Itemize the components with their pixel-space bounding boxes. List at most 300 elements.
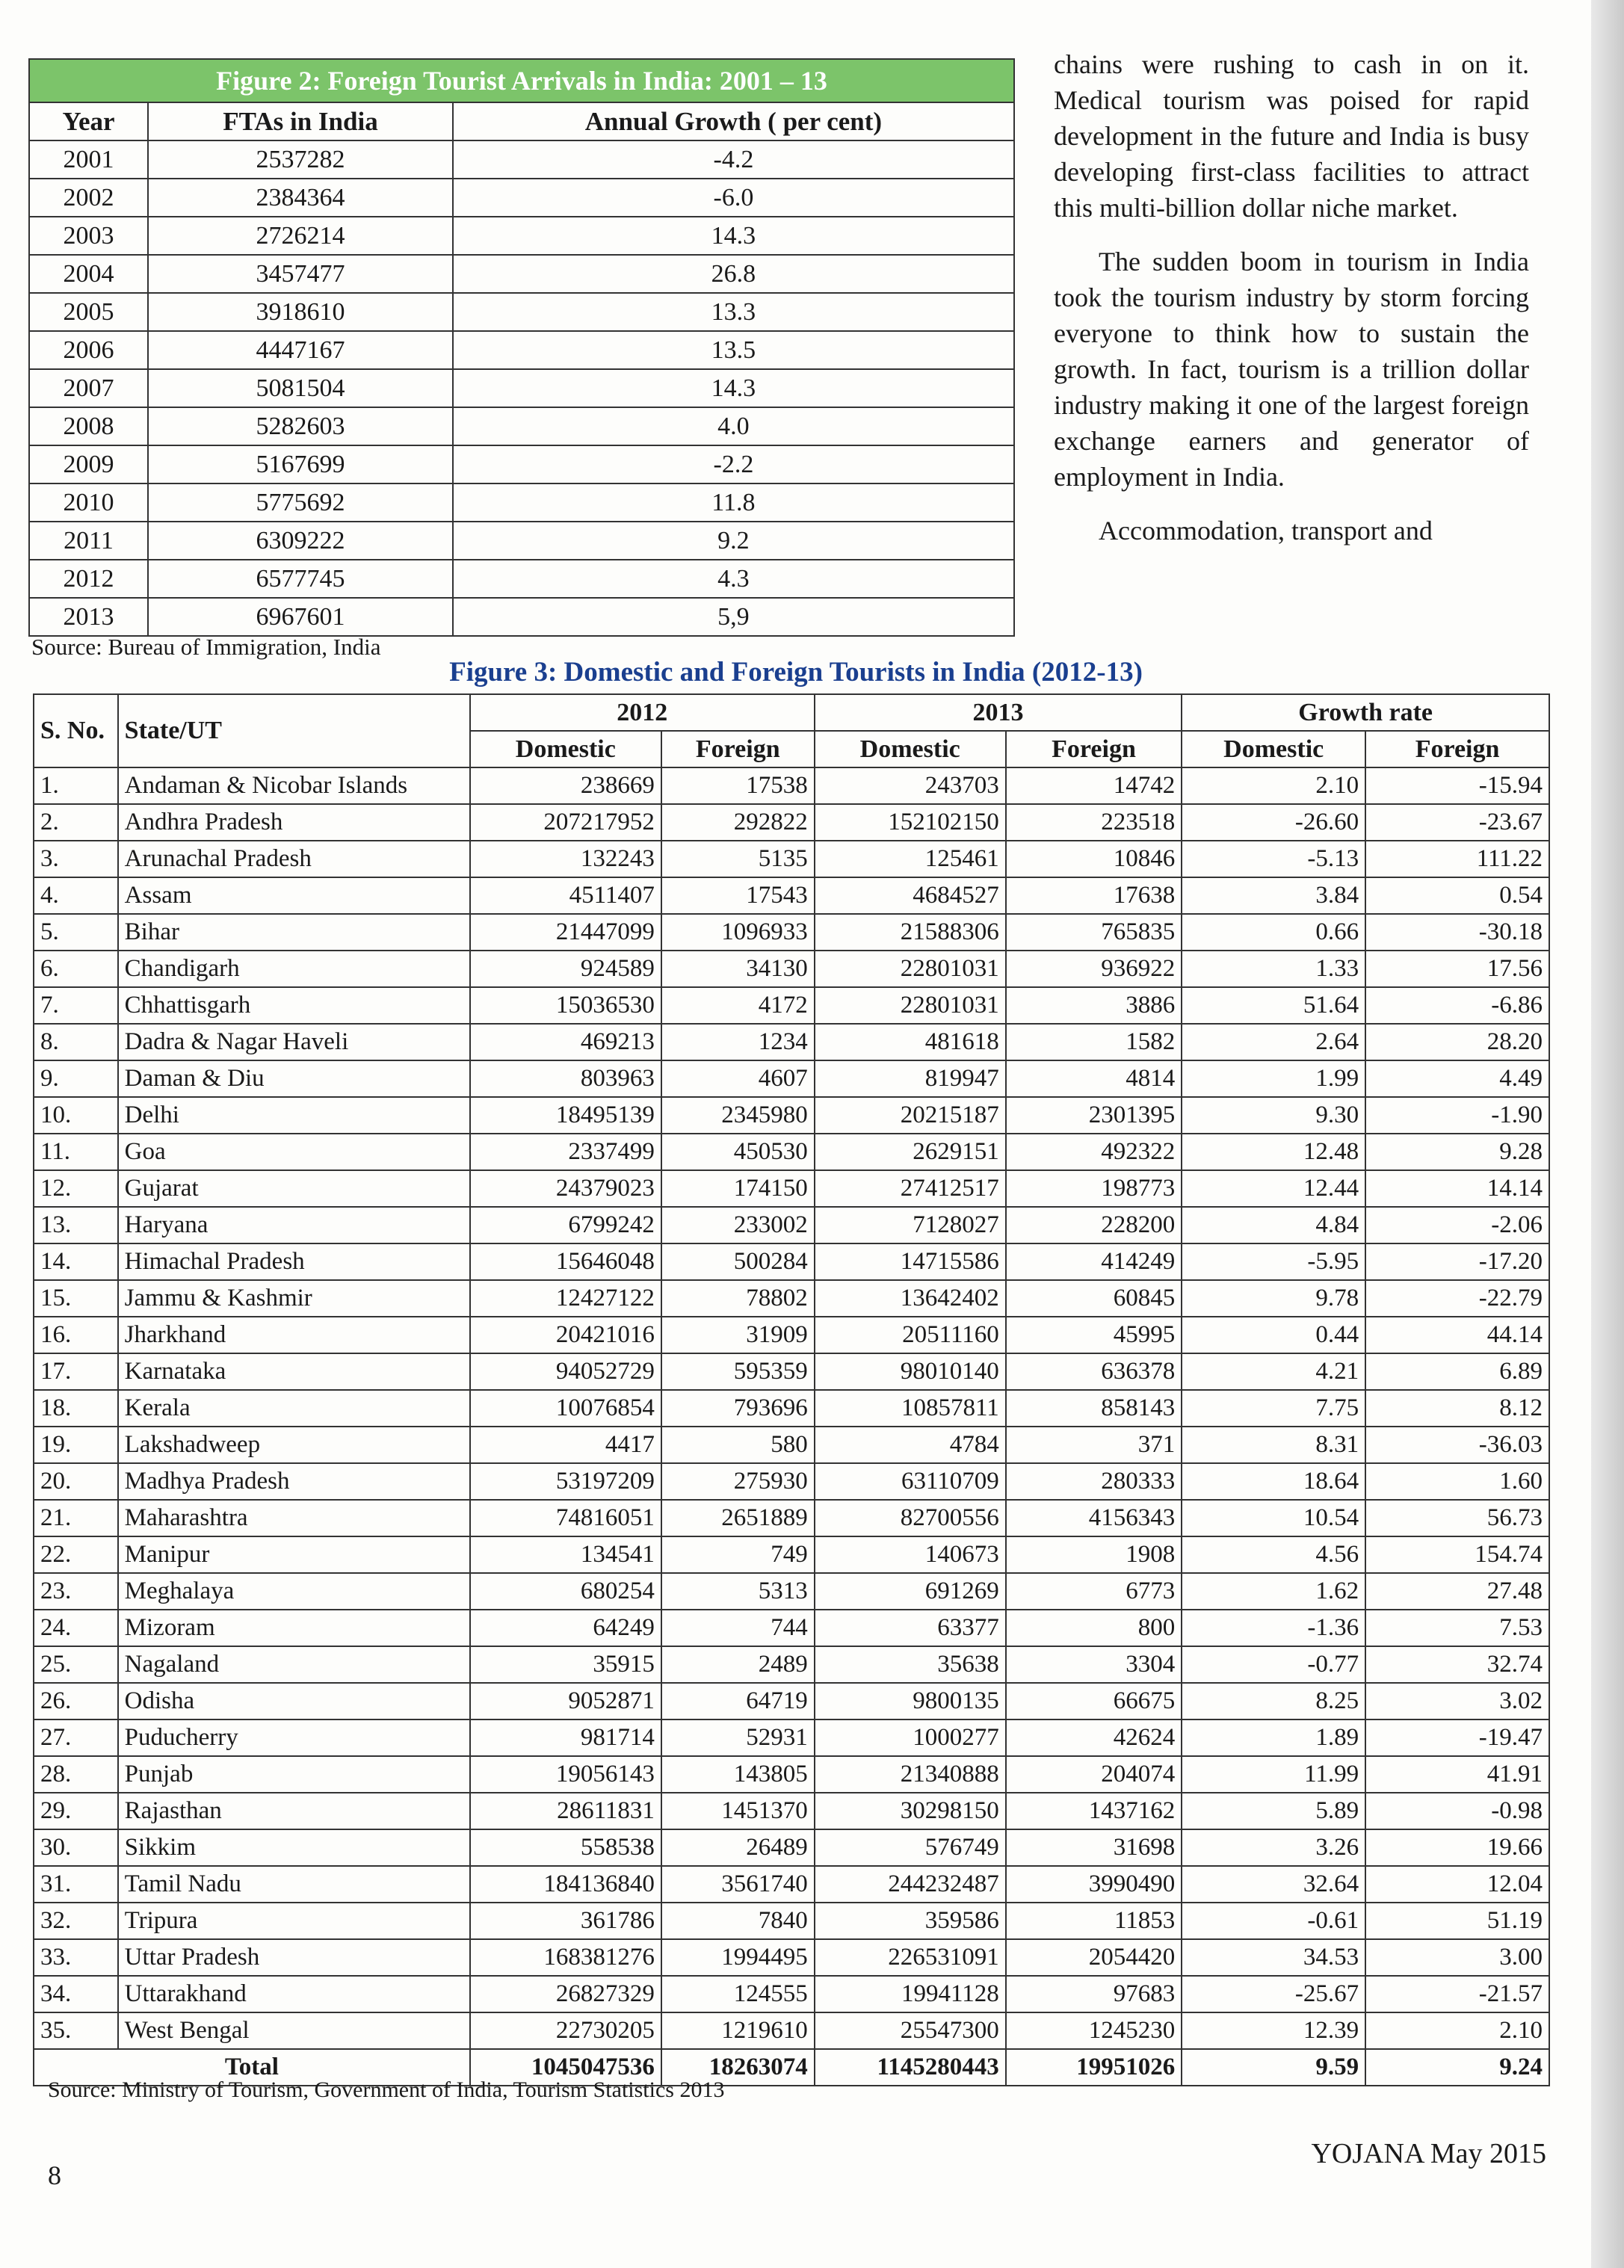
table-cell: 51.64 [1182, 987, 1365, 1024]
table-cell: 481618 [815, 1024, 1006, 1060]
table-cell: 1437162 [1006, 1793, 1182, 1829]
figure-2-title: Figure 2: Foreign Tourist Arrivals in India: 2001 – 13 [29, 59, 1014, 102]
table-cell: 20215187 [815, 1097, 1006, 1134]
table-cell: 34.53 [1182, 1939, 1365, 1976]
table-cell: 1994495 [661, 1939, 815, 1976]
table-cell: 0.66 [1182, 914, 1365, 951]
table-cell: 3304 [1006, 1646, 1182, 1683]
table-cell: 765835 [1006, 914, 1182, 951]
table-row [34, 1207, 1549, 1243]
table-cell: Mizoram [118, 1610, 470, 1646]
table-cell: 492322 [1006, 1134, 1182, 1170]
figure-3-table [33, 693, 1550, 2086]
table-cell: 31909 [661, 1317, 815, 1353]
table-cell: 2013 [29, 598, 148, 636]
table-cell: Uttar Pradesh [118, 1939, 470, 1976]
table-cell: 2651889 [661, 1500, 815, 1536]
footer-magazine: YOJANA May 2015 [1311, 2138, 1546, 2169]
table-cell: 97683 [1006, 1976, 1182, 2012]
table-cell: 4814 [1006, 1060, 1182, 1097]
header-domestic-growth: Domestic [1182, 731, 1365, 767]
table-cell: 152102150 [815, 804, 1006, 841]
table-cell: 2009 [29, 445, 148, 483]
table-cell: 4. [34, 877, 118, 914]
table-cell: -25.67 [1182, 1976, 1365, 2012]
table-cell: 9.78 [1182, 1280, 1365, 1317]
table-cell: 803963 [470, 1060, 661, 1097]
table-cell: 6. [34, 951, 118, 987]
total-cell: 9.24 [1365, 2049, 1549, 2086]
table-cell: 2008 [29, 407, 148, 445]
table-cell: 14.14 [1365, 1170, 1549, 1207]
table-cell: 23. [34, 1573, 118, 1610]
table-cell: 10846 [1006, 841, 1182, 877]
table-row [34, 914, 1549, 951]
table-cell: 16. [34, 1317, 118, 1353]
table-cell: 42624 [1006, 1719, 1182, 1756]
table-cell: 2.10 [1182, 767, 1365, 804]
header-foreign-2013: Foreign [1006, 731, 1182, 767]
table-cell: 0.54 [1365, 877, 1549, 914]
table-cell: 4.56 [1182, 1536, 1365, 1573]
table-cell: -6.86 [1365, 987, 1549, 1024]
page-number: 8 [48, 2160, 61, 2190]
table-cell: 64249 [470, 1610, 661, 1646]
table-cell: 19.66 [1365, 1829, 1549, 1866]
total-cell: 1145280443 [815, 2049, 1006, 2086]
table-row [29, 522, 1014, 560]
table-cell: 13642402 [815, 1280, 1006, 1317]
table-cell: 4.49 [1365, 1060, 1549, 1097]
table-row [34, 1719, 1549, 1756]
table-cell: 21588306 [815, 914, 1006, 951]
table-cell: 4607 [661, 1060, 815, 1097]
table-cell: 20511160 [815, 1317, 1006, 1353]
table-cell: 5313 [661, 1573, 815, 1610]
table-cell: 25547300 [815, 2012, 1006, 2049]
table-cell: 4172 [661, 987, 815, 1024]
table-cell: 19056143 [470, 1756, 661, 1793]
table-row [29, 407, 1014, 445]
table-cell: 198773 [1006, 1170, 1182, 1207]
table-row [34, 1536, 1549, 1573]
table-cell: 7128027 [815, 1207, 1006, 1243]
table-cell: 2006 [29, 331, 148, 369]
table-cell: 10076854 [470, 1390, 661, 1427]
table-cell: 41.91 [1365, 1756, 1549, 1793]
header-domestic-2012: Domestic [470, 731, 661, 767]
table-row [34, 1427, 1549, 1463]
table-cell: 233002 [661, 1207, 815, 1243]
total-cell: 9.59 [1182, 2049, 1365, 2086]
table-cell: 5. [34, 914, 118, 951]
table-cell: -2.06 [1365, 1207, 1549, 1243]
table-cell: 154.74 [1365, 1536, 1549, 1573]
table-cell: 14.3 [453, 369, 1014, 407]
table-cell: 361786 [470, 1903, 661, 1939]
table-cell: 3.84 [1182, 877, 1365, 914]
table-row [34, 1500, 1549, 1536]
table-cell: 17638 [1006, 877, 1182, 914]
table-cell: 469213 [470, 1024, 661, 1060]
table-cell: 2010 [29, 483, 148, 522]
table-cell: 5,9 [453, 598, 1014, 636]
table-cell: 1. [34, 767, 118, 804]
table-cell: 17.56 [1365, 951, 1549, 987]
total-label: Total [34, 2049, 470, 2086]
table-cell: 20421016 [470, 1317, 661, 1353]
paragraph-3: Accommodation, transport and [1099, 516, 1433, 546]
table-cell: 228200 [1006, 1207, 1182, 1243]
total-cell: 1045047536 [470, 2049, 661, 2086]
table-cell: 28611831 [470, 1793, 661, 1829]
table-row [34, 877, 1549, 914]
table-row [34, 1097, 1549, 1134]
table-cell: 5167699 [148, 445, 453, 483]
header-domestic-2013: Domestic [815, 731, 1006, 767]
table-row [34, 1170, 1549, 1207]
table-cell: 12.48 [1182, 1134, 1365, 1170]
table-cell: 414249 [1006, 1243, 1182, 1280]
table-cell: 14. [34, 1243, 118, 1280]
table-cell: 78802 [661, 1280, 815, 1317]
table-cell: 8.12 [1365, 1390, 1549, 1427]
table-cell: 34130 [661, 951, 815, 987]
table-cell: 8. [34, 1024, 118, 1060]
table-row [29, 445, 1014, 483]
table-cell: 9800135 [815, 1683, 1006, 1719]
table-cell: 1245230 [1006, 2012, 1182, 2049]
table-cell: 636378 [1006, 1353, 1182, 1390]
table-cell: 1451370 [661, 1793, 815, 1829]
table-cell: 5282603 [148, 407, 453, 445]
table-cell: -36.03 [1365, 1427, 1549, 1463]
table-cell: 793696 [661, 1390, 815, 1427]
table-cell: 2726214 [148, 217, 453, 255]
table-cell: 12. [34, 1170, 118, 1207]
table-cell: 3.26 [1182, 1829, 1365, 1866]
table-cell: 1219610 [661, 2012, 815, 2049]
header-foreign-2012: Foreign [661, 731, 815, 767]
table-cell: 12427122 [470, 1280, 661, 1317]
table-cell: -0.61 [1182, 1903, 1365, 1939]
table-cell: Tripura [118, 1903, 470, 1939]
table-cell: Sikkim [118, 1829, 470, 1866]
table-cell: 26489 [661, 1829, 815, 1866]
table-cell: 56.73 [1365, 1500, 1549, 1536]
table-cell: 7.75 [1182, 1390, 1365, 1427]
table-cell: 576749 [815, 1829, 1006, 1866]
table-cell: 34. [34, 1976, 118, 2012]
table-cell: 12.39 [1182, 2012, 1365, 2049]
table-cell: 5.89 [1182, 1793, 1365, 1829]
table-cell: 143805 [661, 1756, 815, 1793]
table-row [34, 1903, 1549, 1939]
table-cell: 12.44 [1182, 1170, 1365, 1207]
table-cell: 1.89 [1182, 1719, 1365, 1756]
table-cell: 45995 [1006, 1317, 1182, 1353]
table-cell: 223518 [1006, 804, 1182, 841]
table-cell: 691269 [815, 1573, 1006, 1610]
header-2012: 2012 [470, 694, 815, 731]
table-cell: 27.48 [1365, 1573, 1549, 1610]
table-cell: Lakshadweep [118, 1427, 470, 1463]
table-cell: 4784 [815, 1427, 1006, 1463]
table-cell: 8.31 [1182, 1427, 1365, 1463]
table-cell: 13.5 [453, 331, 1014, 369]
table-cell: 18.64 [1182, 1463, 1365, 1500]
table-row [29, 369, 1014, 407]
table-cell: 26.8 [453, 255, 1014, 293]
table-row [34, 1280, 1549, 1317]
table-cell: 936922 [1006, 951, 1182, 987]
table-cell: Uttarakhand [118, 1976, 470, 2012]
table-cell: 3561740 [661, 1866, 815, 1903]
table-row [29, 140, 1014, 179]
table-cell: 4.21 [1182, 1353, 1365, 1390]
table-cell: 3. [34, 841, 118, 877]
table-cell: 2003 [29, 217, 148, 255]
table-row [34, 1317, 1549, 1353]
table-cell: -17.20 [1365, 1243, 1549, 1280]
table-cell: 63377 [815, 1610, 1006, 1646]
table-cell: 24379023 [470, 1170, 661, 1207]
table-row [29, 217, 1014, 255]
table-cell: 18. [34, 1390, 118, 1427]
table-cell: 981714 [470, 1719, 661, 1756]
table-cell: 580 [661, 1427, 815, 1463]
table-cell: -22.79 [1365, 1280, 1549, 1317]
table-cell: 33. [34, 1939, 118, 1976]
table-cell: 4684527 [815, 877, 1006, 914]
header-growth-rate: Growth rate [1182, 694, 1549, 731]
table-row [34, 1829, 1549, 1866]
table-cell: 924589 [470, 951, 661, 987]
table-cell: 226531091 [815, 1939, 1006, 1976]
table-cell: Daman & Diu [118, 1060, 470, 1097]
table-cell: 11853 [1006, 1903, 1182, 1939]
table-row [34, 767, 1549, 804]
table-cell: 134541 [470, 1536, 661, 1573]
table-cell: 6.89 [1365, 1353, 1549, 1390]
table-row [34, 1866, 1549, 1903]
table-cell: 5135 [661, 841, 815, 877]
table-cell: 8.25 [1182, 1683, 1365, 1719]
table-cell: 32. [34, 1903, 118, 1939]
table-cell: 17. [34, 1353, 118, 1390]
table-cell: 11.99 [1182, 1756, 1365, 1793]
table-cell: 7840 [661, 1903, 815, 1939]
table-cell: 20. [34, 1463, 118, 1500]
table-row [34, 1390, 1549, 1427]
table-row [34, 987, 1549, 1024]
table-row [34, 2012, 1549, 2049]
table-row [34, 804, 1549, 841]
table-cell: 44.14 [1365, 1317, 1549, 1353]
table-cell: 9.30 [1182, 1097, 1365, 1134]
table-row [29, 255, 1014, 293]
table-cell: 28.20 [1365, 1024, 1549, 1060]
table-cell: 22801031 [815, 987, 1006, 1024]
table-cell: 64719 [661, 1683, 815, 1719]
table-cell: 2489 [661, 1646, 815, 1683]
table-cell: 10.54 [1182, 1500, 1365, 1536]
table-cell: -6.0 [453, 179, 1014, 217]
table-cell: 0.44 [1182, 1317, 1365, 1353]
table-cell: -23.67 [1365, 804, 1549, 841]
table-cell: 35. [34, 2012, 118, 2049]
table-cell: 63110709 [815, 1463, 1006, 1500]
header-state: State/UT [118, 694, 470, 767]
table-cell: 3990490 [1006, 1866, 1182, 1903]
table-cell: 66675 [1006, 1683, 1182, 1719]
table-cell: -0.98 [1365, 1793, 1549, 1829]
table-cell: Kerala [118, 1390, 470, 1427]
table-cell: 2005 [29, 293, 148, 331]
table-row [34, 841, 1549, 877]
table-cell: 11.8 [453, 483, 1014, 522]
table-row [34, 1243, 1549, 1280]
table-row [29, 179, 1014, 217]
table-cell: 21. [34, 1500, 118, 1536]
table-cell: 2.10 [1365, 2012, 1549, 2049]
table-cell: 32.64 [1182, 1866, 1365, 1903]
table-row [34, 1939, 1549, 1976]
table-cell: 24. [34, 1610, 118, 1646]
table-cell: 25. [34, 1646, 118, 1683]
table-row [34, 1573, 1549, 1610]
table-cell: 5081504 [148, 369, 453, 407]
table-cell: 4511407 [470, 877, 661, 914]
table-cell: 35915 [470, 1646, 661, 1683]
table-cell: 2012 [29, 560, 148, 598]
table-cell: 28. [34, 1756, 118, 1793]
table-cell: 1.62 [1182, 1573, 1365, 1610]
table-cell: 18495139 [470, 1097, 661, 1134]
table-cell: 207217952 [470, 804, 661, 841]
table-cell: West Bengal [118, 2012, 470, 2049]
table-cell: 4.84 [1182, 1207, 1365, 1243]
table-row [29, 598, 1014, 636]
table-cell: -19.47 [1365, 1719, 1549, 1756]
table-cell: 858143 [1006, 1390, 1182, 1427]
table-cell: 94052729 [470, 1353, 661, 1390]
table-cell: 749 [661, 1536, 815, 1573]
table-cell: Gujarat [118, 1170, 470, 1207]
table-row [34, 951, 1549, 987]
table-cell: 6967601 [148, 598, 453, 636]
table-cell: 26827329 [470, 1976, 661, 2012]
table-cell: 19941128 [815, 1976, 1006, 2012]
table-cell: 125461 [815, 841, 1006, 877]
table-cell: 3.00 [1365, 1939, 1549, 1976]
table-cell: 2007 [29, 369, 148, 407]
table-cell: 558538 [470, 1829, 661, 1866]
table-cell: 132243 [470, 841, 661, 877]
fig2-header-0: Year [29, 102, 148, 140]
table-cell: 22730205 [470, 2012, 661, 2049]
table-cell: 2054420 [1006, 1939, 1182, 1976]
table-cell: 371 [1006, 1427, 1182, 1463]
table-cell: 7.53 [1365, 1610, 1549, 1646]
table-cell: -15.94 [1365, 767, 1549, 804]
table-cell: -4.2 [453, 140, 1014, 179]
table-cell: Tamil Nadu [118, 1866, 470, 1903]
table-cell: 53197209 [470, 1463, 661, 1500]
table-cell: 680254 [470, 1573, 661, 1610]
table-cell: 21340888 [815, 1756, 1006, 1793]
table-cell: Odisha [118, 1683, 470, 1719]
table-cell: 2345980 [661, 1097, 815, 1134]
table-cell: 10. [34, 1097, 118, 1134]
table-cell: Chhattisgarh [118, 987, 470, 1024]
table-cell: 3.02 [1365, 1683, 1549, 1719]
table-cell: 2. [34, 804, 118, 841]
table-row [34, 1024, 1549, 1060]
figure-3-source: Source: Ministry of Tourism, Government of India, Tourism Statistics 2013 [48, 2077, 725, 2102]
total-cell: 19951026 [1006, 2049, 1182, 2086]
table-cell: 1234 [661, 1024, 815, 1060]
table-cell: Manipur [118, 1536, 470, 1573]
table-cell: 27. [34, 1719, 118, 1756]
table-cell: -26.60 [1182, 804, 1365, 841]
figure-2-table [28, 58, 1015, 637]
table-cell: 2384364 [148, 179, 453, 217]
table-cell: 82700556 [815, 1500, 1006, 1536]
table-cell: 22. [34, 1536, 118, 1573]
table-cell: Rajasthan [118, 1793, 470, 1829]
table-row [29, 560, 1014, 598]
table-cell: 7. [34, 987, 118, 1024]
table-cell: 275930 [661, 1463, 815, 1500]
table-cell: 15. [34, 1280, 118, 1317]
table-cell: 4417 [470, 1427, 661, 1463]
table-cell: 17543 [661, 877, 815, 914]
table-cell: -5.95 [1182, 1243, 1365, 1280]
table-cell: -0.77 [1182, 1646, 1365, 1683]
table-row [34, 1646, 1549, 1683]
table-cell: 52931 [661, 1719, 815, 1756]
table-cell: 2001 [29, 140, 148, 179]
table-row [34, 1976, 1549, 2012]
table-cell: 140673 [815, 1536, 1006, 1573]
table-cell: 2011 [29, 522, 148, 560]
table-cell: 19. [34, 1427, 118, 1463]
table-cell: 10857811 [815, 1390, 1006, 1427]
figure-2-source: Source: Bureau of Immigration, India [31, 634, 381, 660]
table-cell: 4156343 [1006, 1500, 1182, 1536]
table-cell: Jharkhand [118, 1317, 470, 1353]
table-cell: 15036530 [470, 987, 661, 1024]
table-cell: 4447167 [148, 331, 453, 369]
table-cell: 184136840 [470, 1866, 661, 1903]
table-cell: 98010140 [815, 1353, 1006, 1390]
table-cell: 244232487 [815, 1866, 1006, 1903]
table-cell: 6577745 [148, 560, 453, 598]
table-row [34, 1134, 1549, 1170]
table-cell: Karnataka [118, 1353, 470, 1390]
table-cell: 450530 [661, 1134, 815, 1170]
table-cell: 14.3 [453, 217, 1014, 255]
table-cell: 35638 [815, 1646, 1006, 1683]
table-cell: Dadra & Nagar Haveli [118, 1024, 470, 1060]
table-cell: 168381276 [470, 1939, 661, 1976]
table-cell: -21.57 [1365, 1976, 1549, 2012]
table-cell: 4.3 [453, 560, 1014, 598]
table-cell: 9.28 [1365, 1134, 1549, 1170]
table-cell: 3918610 [148, 293, 453, 331]
page-edge-shadow [1591, 0, 1624, 2268]
